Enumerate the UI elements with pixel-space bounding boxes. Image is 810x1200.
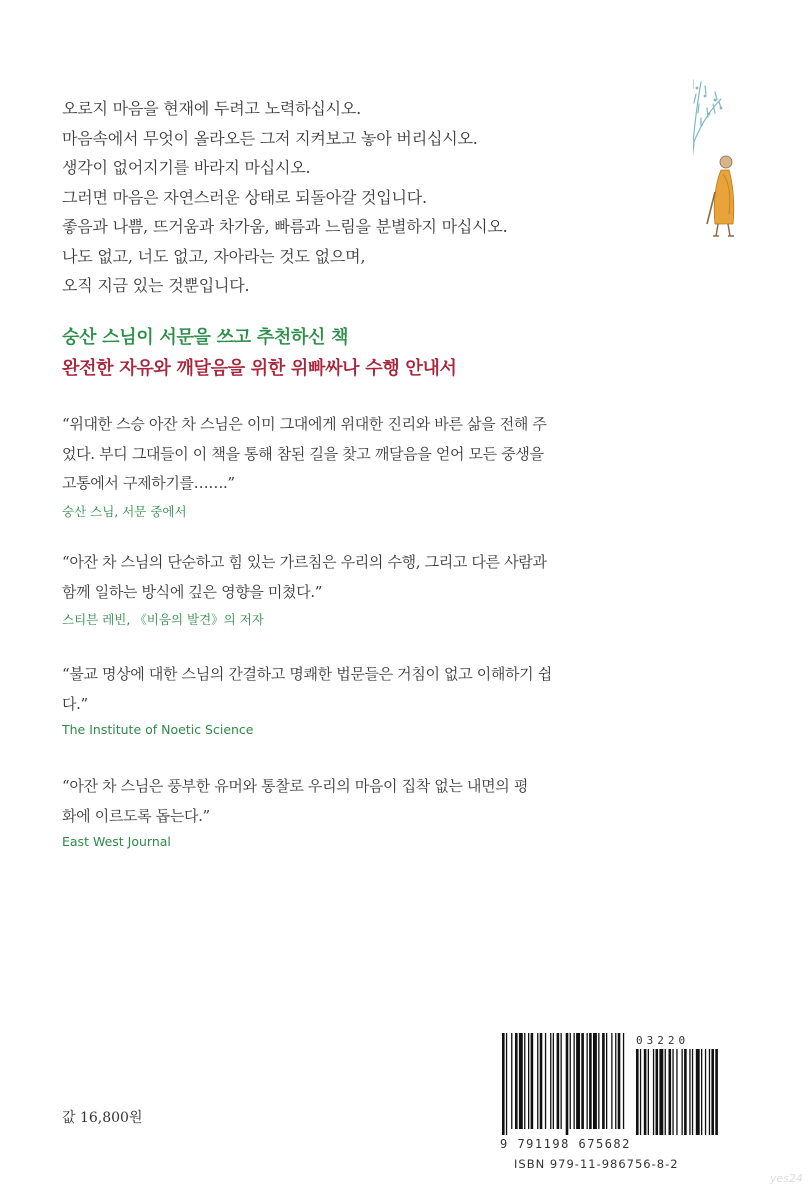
watermark: yes24: [770, 1172, 804, 1185]
barcode-bar: [618, 1033, 621, 1129]
barcode-addon-bar: [665, 1049, 666, 1135]
barcode-addon-bar: [672, 1049, 673, 1135]
barcode-bar: [537, 1033, 538, 1129]
barcode-addon-bar: [659, 1049, 663, 1135]
barcode-addon-bar: [648, 1049, 649, 1135]
barcode-addon-bar: [676, 1049, 677, 1135]
barcode-addon-bar: [705, 1049, 706, 1135]
barcode-addon-bar: [715, 1049, 718, 1135]
isbn-barcode: [500, 1033, 722, 1171]
barcode-bar: [528, 1033, 529, 1129]
barcode-bar: [540, 1033, 543, 1129]
barcode-bar: [593, 1033, 597, 1129]
barcode-bar: [511, 1033, 512, 1129]
quote-source: 스티븐 레빈, 《비움의 발견》의 저자: [62, 612, 264, 627]
quote-line: “아잔 차 스님의 단순하고 힘 있는 가르침은 우리의 수행, 그리고 다른 사람과: [62, 553, 547, 571]
barcode-addon-bar: [669, 1049, 672, 1135]
barcode-bar: [576, 1033, 580, 1129]
barcode-bar: [502, 1033, 505, 1135]
barcode-bar: [515, 1033, 518, 1129]
barcode-addon-bar: [682, 1049, 683, 1135]
barcode-addon-bar: [644, 1049, 647, 1135]
quote-line: 화에 이르도록 돕는다.”: [62, 806, 210, 825]
quote-line: 함께 일하는 방식에 깊은 영향을 미쳤다.”: [62, 582, 323, 601]
barcode-addon-bar: [656, 1049, 659, 1135]
poem-line: 오직 지금 있는 것뿐입니다.: [62, 276, 250, 295]
barcode-bar: [531, 1033, 534, 1129]
barcode-addon-bar: [711, 1049, 714, 1135]
barcode-bar: [550, 1033, 551, 1129]
barcode-addon-bar: [696, 1049, 700, 1135]
poem-line: 오로지 마음을 현재에 두려고 노력하십시오.: [62, 99, 362, 118]
barcode-addon-bar: [692, 1049, 693, 1135]
quote-line: “위대한 스승 아잔 차 스님은 이미 그대에게 위대한 진리와 바른 삶을 전해 주: [62, 415, 547, 433]
barcode-addon-bar: [709, 1049, 710, 1135]
poem-line: 좋음과 나쁨, 뜨거움과 차가움, 빠름과 느림을 분별하지 마십시오.: [62, 217, 508, 236]
barcode-bars: [500, 1033, 722, 1137]
barcode-addon-bar: [640, 1049, 641, 1135]
barcode-bar: [611, 1033, 612, 1129]
quote-line: 고통에서 구제하기를…….”: [62, 474, 235, 492]
quote-source: 숭산 스님, 서문 중에서: [62, 503, 187, 519]
barcode-bar: [557, 1033, 560, 1129]
poem-line: 마음속에서 무엇이 올라오든 그저 지켜보고 놓아 버리십시오.: [62, 128, 478, 148]
barcode-bar: [506, 1033, 507, 1135]
barcode-bar: [598, 1033, 599, 1129]
poem-line: 생각이 없어지기를 바라지 마십시오.: [62, 158, 311, 177]
quote-line: “불교 명상에 대한 스님의 간결하고 명쾌한 법문들은 거침이 없고 이해하기 쉽: [62, 665, 552, 683]
barcode-addon-bar: [689, 1049, 690, 1135]
barcode-addon-bar: [684, 1049, 687, 1135]
subtitle-heading: 완전한 자유와 깨달음을 위한 위빠싸나 수행 안내서: [62, 358, 457, 379]
quote-block: [62, 548, 592, 628]
recommendation-heading: 숭산 스님이 서문을 쓰고 추천하신 책: [62, 327, 349, 348]
barcode-bar: [615, 1033, 616, 1129]
isbn-number: ISBN 979-11-986756-8-2: [514, 1157, 679, 1171]
barcode-bar: [570, 1033, 571, 1129]
poem-line: 그러면 마음은 자연스러운 상태로 되돌아갈 것입니다.: [62, 187, 427, 207]
quote-line: 었다. 부디 그대들이 이 책을 통해 참된 길을 찾고 깨달음을 얻어 모든 중생을: [62, 444, 544, 463]
barcode-bar: [589, 1033, 592, 1129]
quote-block: [62, 772, 592, 849]
barcode-bar: [623, 1033, 624, 1129]
quote-line: “아잔 차 스님은 풍부한 유머와 통찰로 우리의 마음이 집착 없는 내면의 평: [62, 777, 528, 795]
barcode-digits: 9 791198 675682: [500, 1137, 631, 1151]
barcode-addon-bar: [701, 1049, 702, 1135]
barcode-bar: [566, 1033, 569, 1135]
poem-line: 나도 없고, 너도 없고, 자아라는 것도 없으며,: [62, 246, 366, 266]
monk-tree-illustration: [693, 74, 793, 284]
barcode-addon-digits: 03220: [636, 1034, 690, 1047]
barcode-bar: [574, 1033, 575, 1129]
barcode-bar: [545, 1033, 546, 1129]
quote-line: 다.”: [62, 694, 88, 713]
barcode-bar: [587, 1033, 588, 1129]
barcode-bar: [602, 1033, 605, 1129]
barcode-bar: [524, 1033, 525, 1129]
walking-monk-icon: [707, 156, 734, 236]
price-label: 값 16,800원: [62, 1110, 143, 1126]
quote-source: The Institute of Noetic Science: [62, 722, 254, 737]
quote-block: [62, 660, 592, 737]
barcode-bar: [561, 1033, 562, 1129]
quote-block: [62, 410, 592, 520]
barcode-bar: [606, 1033, 607, 1129]
barcode-bar: [553, 1033, 554, 1129]
barcode-addon-bar: [636, 1049, 639, 1135]
barcode-addon-bar: [653, 1049, 654, 1135]
barcode-bar: [519, 1033, 523, 1129]
quote-source: East West Journal: [62, 834, 171, 849]
poem: [62, 94, 622, 301]
barcode-bar: [581, 1033, 584, 1129]
